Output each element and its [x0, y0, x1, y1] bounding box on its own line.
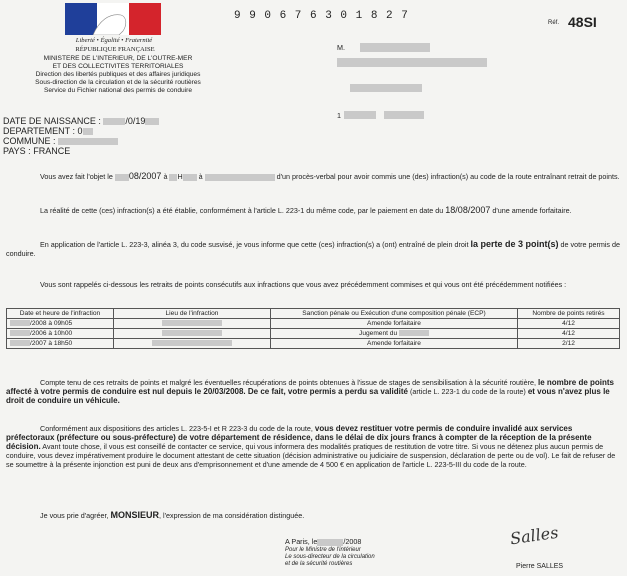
- table-row: [7, 339, 620, 349]
- ministry-block: [6, 55, 230, 95]
- direction-line2: Sous-direction de la circulation et de la sécurité routières: [35, 79, 201, 86]
- p1-text-d: d'un procès-verbal pour avoir commis une (des) infraction(s) au code de la route entraînant retrait de points.: [276, 172, 620, 181]
- p5-text-b: (article L. 223-1 du code de la route): [409, 387, 526, 396]
- postal-prefix: 1: [337, 111, 341, 120]
- redacted-judgment-date: [399, 330, 429, 336]
- p7-text-b: , l'expression de ma considération distinguée.: [159, 511, 305, 520]
- row-points: 4/12: [518, 329, 620, 339]
- paragraph-7: [6, 511, 622, 520]
- ref-label: Réf.: [548, 20, 560, 26]
- points-table: [6, 308, 620, 349]
- row-date: [7, 329, 114, 339]
- redacted-city: [384, 111, 424, 119]
- p2-text-a: La réalité de cette (ces) infraction(s) a été établie, conformément à l'article L. 223-1 du même code, par le paiement en date du: [40, 206, 444, 215]
- authority-line1: Pour le Ministre de l'intérieur: [285, 547, 361, 553]
- ministry-line2: ET DES COLLECTIVITES TERRITORIALES: [52, 63, 184, 70]
- p1-text-a: Vous avez fait l'objet le: [40, 172, 113, 181]
- birth-year: /19: [132, 116, 146, 126]
- marianne-logo: [65, 3, 161, 35]
- col-place: Lieu de l'infraction: [114, 309, 271, 319]
- date-text: /2007 à 18h50: [30, 340, 73, 347]
- p5-text-a: Compte tenu de ces retraits de points et malgré les éventuelles récupérations de points obtenues à l'issue de stages de sensibilisation à la sécurité routière,: [40, 378, 536, 387]
- pays-label: PAYS :: [3, 146, 31, 156]
- col-points: Nombre de points retirés: [518, 309, 620, 319]
- p5-bold-2: et vous n'avez plus le droit de conduire un véhicule.: [6, 387, 610, 405]
- birth-month: /0: [125, 116, 133, 126]
- row-place: [114, 339, 271, 349]
- p1-text-b: à: [163, 172, 168, 181]
- redacted-place: [162, 330, 222, 336]
- p7-bold: MONSIEUR: [110, 510, 160, 520]
- p1-date: 08/2007: [128, 171, 162, 181]
- barcode-number: 9 9 0 6 7 6 3 0 1 8 2 7: [234, 10, 409, 22]
- authority-line2: Le sous-directeur de la circulation: [285, 554, 375, 560]
- paragraph-6: [6, 424, 622, 469]
- paragraph-3: [6, 240, 622, 258]
- redacted-day: [103, 118, 125, 125]
- identity-block: [3, 116, 159, 156]
- pays-row: [3, 146, 159, 156]
- row-sanction: [271, 329, 518, 339]
- ministry-line1: MINISTERE DE L'INTERIEUR, DE L'OUTRE-MER: [43, 55, 193, 62]
- redacted-name: [360, 43, 430, 52]
- sanction-text: Jugement du: [359, 330, 398, 337]
- row-date: [7, 319, 114, 329]
- direction-line3: Service du Fichier national des permis de conduire: [43, 87, 193, 94]
- redacted-address1: [337, 58, 487, 67]
- redacted-year: [145, 118, 159, 125]
- redacted-sign-date: [317, 539, 343, 546]
- paragraph-5: [6, 378, 622, 405]
- birth-row: [3, 116, 159, 126]
- p6-text-b: Avant toute chose, il vous est conseillé de contacter ce service, qui vous informera des modalités pratiques de restitution de votre titre. Si vous ne détenez plus aucun permis de conduire, vous devez impérativement produire le document attestant de cette situation (décision administrative ou judiciaire de suspension, déclaration de perte ou de vol). Le fait de refuser de se soumettre à la présente injonction est puni de deux ans d'emprisonnement et d'une amende de 4 500 € en application de l'article L. 223-5-III du code de la route.: [6, 442, 616, 469]
- commune-row: [3, 136, 159, 146]
- p1-text-c: à: [198, 172, 203, 181]
- p3-text-a: En application de l'article L. 223-3, alinéa 3, du code susvisé, je vous informe que cette (ces) infraction(s) a (ont) entraîné de plein droit: [40, 240, 469, 249]
- redacted-date: [10, 340, 30, 346]
- place-year: /2008: [343, 537, 362, 546]
- date-text: /2008 à 09h05: [30, 320, 73, 327]
- paragraph-2: [6, 206, 622, 215]
- redacted-date: [10, 330, 30, 336]
- redacted-address2: [350, 84, 422, 92]
- col-date: Date et heure de l'infraction: [7, 309, 114, 319]
- row-sanction: Amende forfaitaire: [271, 319, 518, 329]
- paragraph-1: [6, 172, 622, 181]
- p4-text: Vous sont rappelés ci-dessous les retraits de points consécutifs aux infractions que vous avez précédemment commises et qui vous ont été précédemment notifiées :: [40, 280, 567, 289]
- direction-line1: Direction des libertés publiques et des affaires juridiques: [35, 71, 201, 78]
- table-header-row: [7, 309, 620, 319]
- p3-bold: la perte de 3 point(s): [470, 239, 559, 249]
- p2-text-b: d'une amende forfaitaire.: [492, 206, 572, 215]
- addressee-prefix: M.: [337, 43, 345, 52]
- redacted-place: [205, 174, 275, 181]
- p6-bold: vous devez restituer votre permis de conduire invalidé aux services préfectoraux (préfecture ou sous-préfecture) de votre département de résidence, dans le délai de dix jours francs à compter de la réception de la présente décision.: [6, 424, 592, 451]
- col-sanction: Sanction pénale ou Exécution d'une composition pénale (ECP): [271, 309, 518, 319]
- redacted-postal: [344, 111, 376, 119]
- table-row: [7, 329, 620, 339]
- p7-text-a: Je vous prie d'agréer,: [40, 511, 109, 520]
- redacted-date: [10, 320, 30, 326]
- p2-date: 18/08/2007: [445, 205, 491, 215]
- signatory-name: Pierre SALLES: [516, 563, 564, 570]
- birth-label: DATE DE NAISSANCE :: [3, 116, 101, 126]
- paragraph-4: [6, 280, 622, 289]
- row-date: [7, 339, 114, 349]
- row-place: [114, 329, 271, 339]
- row-sanction: Amende forfaitaire: [271, 339, 518, 349]
- signature-place: [285, 537, 361, 546]
- signature-authority: [285, 547, 375, 568]
- place-prefix: A Paris, le: [285, 537, 318, 546]
- table-row: [7, 319, 620, 329]
- row-points: 4/12: [518, 319, 620, 329]
- dept-value: 0: [77, 126, 83, 136]
- republic-name: RÉPUBLIQUE FRANÇAISE: [75, 46, 155, 53]
- signature-scribble: Salles: [508, 522, 560, 549]
- p1-h: H: [177, 172, 183, 181]
- row-place: [114, 319, 271, 329]
- pays-value: FRANCE: [33, 146, 71, 156]
- row-points: 2/12: [518, 339, 620, 349]
- redacted-dept: [83, 128, 93, 135]
- p3-text-b: de votre permis de conduire.: [6, 240, 621, 258]
- authority-line3: et de la sécurité routières: [285, 561, 353, 567]
- redacted-day: [115, 174, 129, 181]
- redacted-place: [152, 340, 232, 346]
- commune-label: COMMUNE :: [3, 136, 56, 146]
- dept-row: [3, 126, 159, 136]
- french-flag-icon: [65, 3, 161, 35]
- p6-text-a: Conformément aux dispositions des articles L. 223-5-I et R 223-3 du code de la route,: [40, 424, 313, 433]
- p5-bold: le nombre de points affecté à votre permis de conduire est nul depuis le 20/03/2008. De ce fait, votre permis a perdu sa validité: [6, 378, 615, 396]
- date-text: /2006 à 10h00: [30, 330, 73, 337]
- dept-label: DEPARTEMENT :: [3, 126, 76, 136]
- ref-value: 48SI: [568, 14, 597, 30]
- republic-motto: Liberté • Égalité • Fraternité: [75, 37, 153, 44]
- redacted-minute: [183, 174, 197, 181]
- redacted-commune: [58, 138, 118, 145]
- redacted-place: [162, 320, 222, 326]
